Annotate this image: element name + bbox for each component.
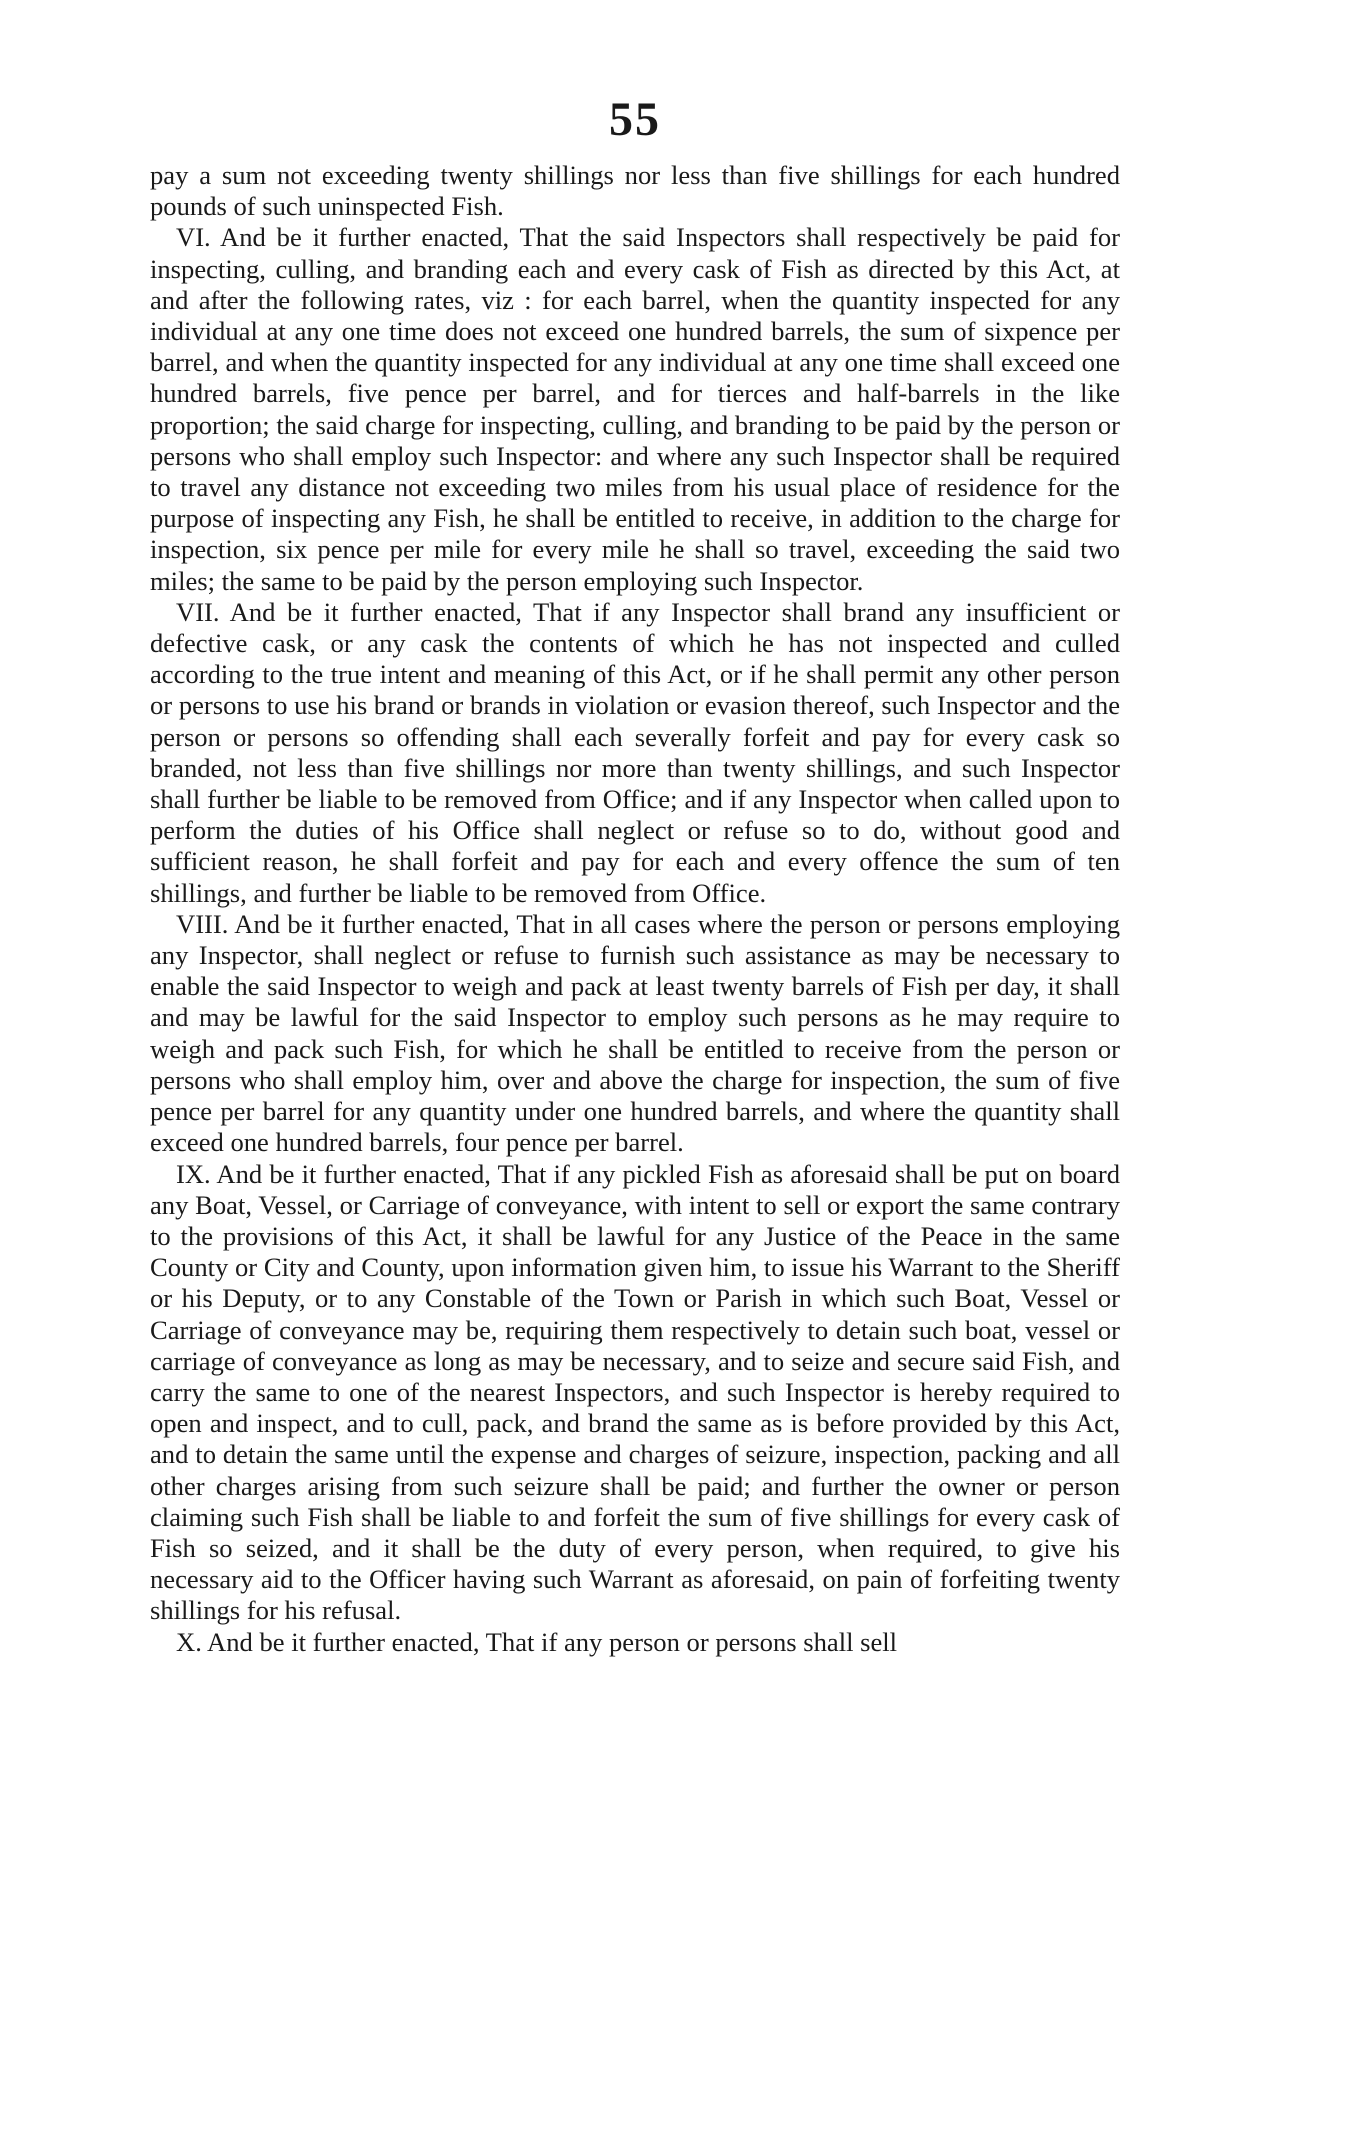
page-number: 55 <box>609 93 661 146</box>
paragraph-section-vii: VII. And be it further enacted, That if any Inspector shall brand any insufficient or defective cask, or any cask the contents of which he has not inspected and culled according to the true intent and meaning of this Act, or if he shall permit any other person or persons to use his brand or brands in violation or evasion thereof, such Inspector and the person or persons so offending shall each severally forfeit and pay for every cask so branded, not less than five shillings nor more than twenty shillings, and such Inspector shall further be liable to be removed from Office; and if any Inspector when called upon to perform the duties of his Office shall neglect or refuse so to do, without good and sufficient reason, he shall forfeit and pay for each and every offence the sum of ten shillings, and further be liable to be removed from Office. <box>150 596 1120 908</box>
document-page <box>150 90 1120 1658</box>
paragraph-section-x: X. And be it further enacted, That if any person or persons shall sell <box>176 1626 898 1657</box>
paragraph-continuation: pay a sum not exceeding twenty shillings nor less than five shillings for each hundred pounds of such uninspected Fish. <box>150 160 1120 222</box>
paragraph-section-ix: IX. And be it further enacted, That if any pickled Fish as aforesaid shall be put on board any Boat, Vessel, or Carriage of conveyance, with intent to sell or export the same contrary to the provisions of this Act, it shall be lawful for any Justice of the Peace in the same County or City and County, upon information given him, to issue his Warrant to the Sheriff or his Deputy, or to any Constable of the Town or Parish in which such Boat, Vessel or Carriage of conveyance may be, requiring them respectively to detain such boat, vessel or carriage of conveyance as long as may be necessary, and to seize and secure said Fish, and carry the same to one of the nearest Inspectors, and such Inspector is hereby required to open and inspect, and to cull, pack, and brand the same as is before provided by this Act, and to detain the same until the expense and charges of seizure, inspection, packing and all other charges arising from such seizure shall be paid; and further the owner or person claiming such Fish shall be liable to and forfeit the sum of five shillings for every cask of Fish so seized, and it shall be the duty of every person, when required, to give his necessary aid to the Officer having such Warrant as aforesaid, on pain of forfeiting twenty shillings for his refusal. <box>150 1158 1120 1626</box>
paragraph-section-vi: VI. And be it further enacted, That the said Inspectors shall respectively be paid for inspecting, culling, and branding each and every cask of Fish as directed by this Act, at and after the following rates, viz : for each barrel, when the quantity inspected for any individual at any one time does not exceed one hundred barrels, the sum of sixpence per barrel, and when the quantity inspected for any individual at any one time shall exceed one hundred barrels, five pence per barrel, and for tierces and half-barrels in the like proportion; the said charge for inspecting, culling, and branding to be paid by the person or persons who shall employ such Inspector: and where any such Inspector shall be required to travel any distance not exceeding two miles from his usual place of residence for the purpose of inspecting any Fish, he shall be entitled to receive, in addition to the charge for inspection, six pence per mile for every mile he shall so travel, exceeding the said two miles; the same to be paid by the person employing such Inspector. <box>150 222 1120 596</box>
paragraph-section-viii: VIII. And be it further enacted, That in all cases where the person or persons employing any Inspector, shall neglect or refuse to furnish such assistance as may be necessary to enable the said Inspector to weigh and pack at least twenty barrels of Fish per day, it shall and may be lawful for the said Inspector to employ such persons as he may require to weigh and pack such Fish, for which he shall be entitled to receive from the person or persons who shall employ him, over and above the charge for inspection, the sum of five pence per barrel for any quantity under one hundred barrels, and where the quantity shall exceed one hundred barrels, four pence per barrel. <box>150 908 1120 1158</box>
